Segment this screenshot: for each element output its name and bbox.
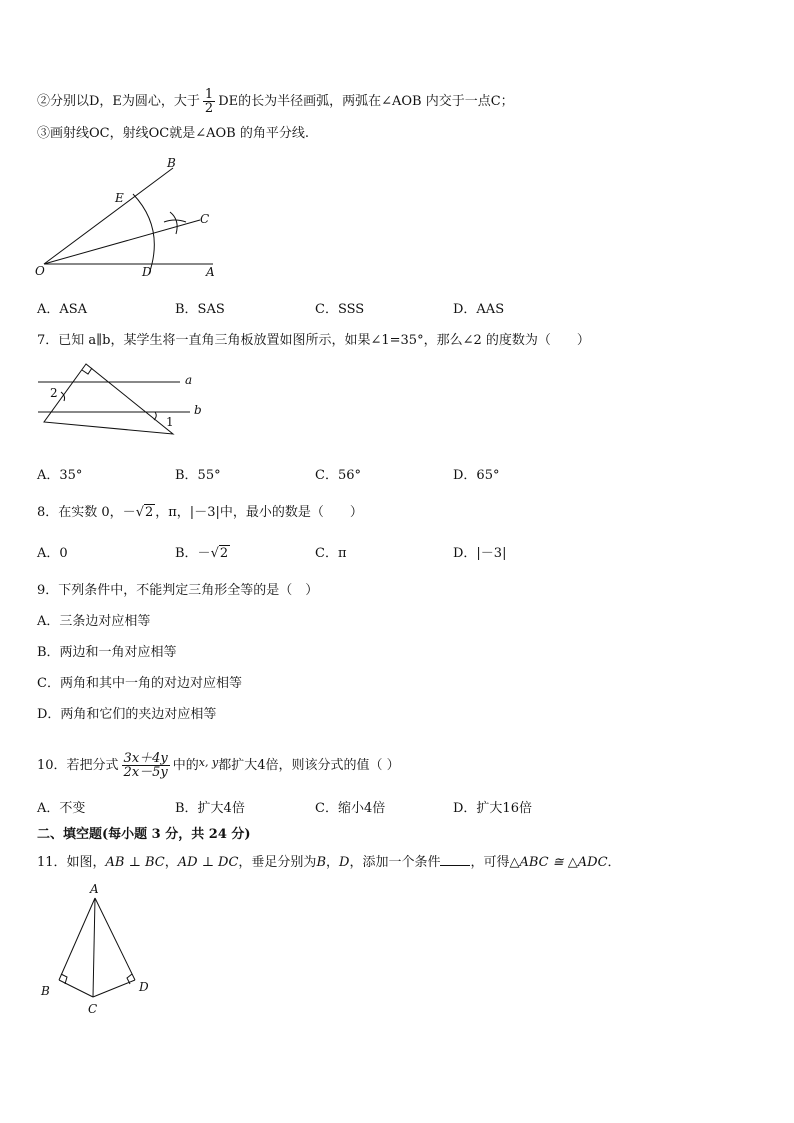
q10-stem: 10．若把分式 $\frac{3x+4y}{2x-5y}$ 中的$^{x, y}$都扩大4倍，则该分式的值（ ） bbox=[37, 751, 400, 780]
q9-option-c[interactable]: C．两角和其中一角的对边对应相等 bbox=[37, 676, 242, 691]
half-fraction: $\frac{1}{2}$ bbox=[204, 87, 214, 116]
label-line-a: a bbox=[185, 373, 193, 387]
arc-c2 bbox=[164, 220, 186, 222]
label-d: D bbox=[139, 980, 149, 994]
q10-option-d[interactable]: D．扩大16倍 bbox=[453, 801, 532, 816]
q7-parallel-lines-figure bbox=[30, 360, 215, 440]
q6-option-c[interactable]: C．SSS bbox=[315, 302, 365, 317]
q8-option-d[interactable]: D．|－3| bbox=[453, 546, 507, 561]
fraction-expression: $\frac{3x+4y}{2x-5y}$ bbox=[123, 751, 168, 780]
q7-option-c[interactable]: C．56° bbox=[315, 468, 361, 483]
right-angle-mark bbox=[82, 368, 92, 374]
label-c: C bbox=[200, 212, 210, 226]
q10-option-c[interactable]: C．缩小4倍 bbox=[315, 801, 386, 816]
q6-step2: ②分别以D，E为圆心，大于 $\frac{1}{2}$ DE的长为半径画弧，两弧在∠AOB 内交于一点C； bbox=[37, 87, 514, 116]
label-o: O bbox=[35, 264, 45, 278]
section-heading: 二、填空题(每小题 3 分，共 24 分) bbox=[37, 827, 251, 842]
label-e: E bbox=[115, 191, 124, 205]
ray-oc bbox=[44, 220, 200, 264]
segment-ad bbox=[95, 898, 135, 980]
q8-option-b[interactable]: B．－√2 bbox=[175, 544, 230, 564]
q11-stem: 11．如图，AB ⊥ BC，AD ⊥ DC，垂足分别为B，D，添加一个条件 ，可得△ABC ≅ △ADC． bbox=[37, 851, 621, 873]
segment-dc bbox=[93, 980, 135, 997]
q6-option-d[interactable]: D．AAS bbox=[453, 302, 505, 317]
segment-bc bbox=[59, 980, 93, 997]
q9-option-d[interactable]: D．两角和它们的夹边对应相等 bbox=[37, 707, 217, 722]
q7-option-a[interactable]: A．35° bbox=[37, 468, 83, 483]
q9-stem: 9．下列条件中，不能判定三角形全等的是（ ） bbox=[37, 583, 319, 598]
q11-triangle-figure bbox=[35, 880, 155, 1015]
q8-stem: 8．在实数 0，－√2 ，π，|－3|中，最小的数是（ ） bbox=[37, 503, 363, 523]
label-angle-1: 1 bbox=[166, 415, 174, 429]
q7-stem: 7．已知 a∥b，某学生将一直角三角板放置如图所示，如果∠1=35°，那么∠2 的度数为（ ） bbox=[37, 333, 590, 348]
answer-blank[interactable] bbox=[440, 851, 470, 866]
label-a: A bbox=[90, 882, 99, 896]
label-line-b: b bbox=[194, 403, 202, 417]
q7-option-b[interactable]: B．55° bbox=[175, 468, 221, 483]
label-angle-2: 2 bbox=[50, 386, 58, 400]
label-b: B bbox=[167, 156, 176, 170]
q6-angle-bisector-figure bbox=[30, 150, 230, 285]
label-b: B bbox=[41, 984, 50, 998]
arc-c1 bbox=[170, 212, 177, 234]
sqrt-symbol: √2 bbox=[135, 505, 154, 520]
q8-option-a[interactable]: A．0 bbox=[37, 546, 68, 561]
q6-option-b[interactable]: B．SAS bbox=[175, 302, 225, 317]
q9-option-a[interactable]: A．三条边对应相等 bbox=[37, 614, 151, 629]
segment-ac bbox=[93, 898, 95, 997]
q6-step3: ③画射线OC，射线OC就是∠AOB 的角平分线. bbox=[37, 126, 309, 141]
triangle-ruler bbox=[44, 364, 173, 434]
ray-ob bbox=[44, 168, 173, 264]
label-d: D bbox=[142, 265, 152, 279]
q10-option-b[interactable]: B．扩大4倍 bbox=[175, 801, 245, 816]
label-c: C bbox=[88, 1002, 98, 1015]
label-a: A bbox=[206, 265, 215, 279]
segment-ab bbox=[59, 898, 95, 980]
q9-option-b[interactable]: B．两边和一角对应相等 bbox=[37, 645, 177, 660]
q7-option-d[interactable]: D．65° bbox=[453, 468, 500, 483]
sqrt-symbol: √2 bbox=[210, 546, 229, 561]
q6-option-a[interactable]: A．ASA bbox=[37, 302, 88, 317]
q8-option-c[interactable]: C．π bbox=[315, 546, 347, 561]
q10-option-a[interactable]: A．不变 bbox=[37, 801, 86, 816]
